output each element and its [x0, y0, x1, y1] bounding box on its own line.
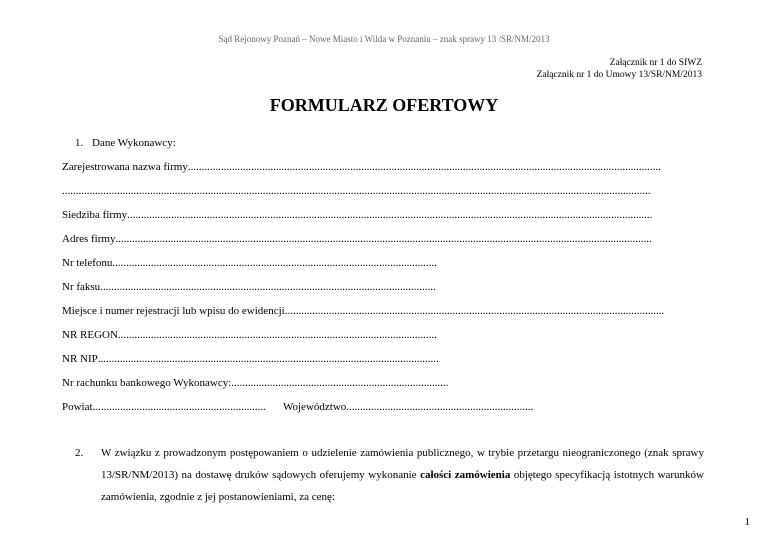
address-field[interactable] — [62, 233, 700, 245]
address-label: Adres firmy — [62, 233, 116, 245]
phone-label: Nr telefonu — [62, 257, 113, 269]
seat-field[interactable] — [62, 209, 700, 221]
registry-dots: .......................................................................................................................................... — [284, 305, 665, 317]
bank-account-dots: ............................................................................... — [231, 377, 449, 389]
page-number: 1 — [744, 516, 750, 528]
section-1-title: Dane Wykonawcy: — [92, 137, 176, 149]
company-name-continuation-field[interactable] — [62, 185, 704, 197]
regon-dots: .................................................................................................................... — [117, 329, 437, 341]
nip-label: NR NIP — [62, 353, 98, 365]
regon-field[interactable] — [62, 329, 468, 341]
section-1-heading — [75, 137, 176, 149]
company-name-field[interactable] — [62, 161, 704, 173]
section-2-number: 2. — [75, 447, 84, 459]
nip-dots: ............................................................................................................................ — [97, 353, 439, 365]
fax-dots: .......................................................................................................................... — [100, 281, 436, 293]
voivodeship-field[interactable] — [283, 401, 551, 413]
document-header: Sąd Rejonowy Poznań – Nowe Miasto i Wilda w Poznaniu – znak sprawy 13 /SR/NM/2013 — [218, 34, 550, 44]
section-1-number: 1. — [75, 137, 84, 149]
voivodeship-label: Województwo — [283, 401, 347, 413]
county-label: Powiat — [62, 401, 93, 413]
annex-contract: Załącznik nr 1 do Umowy 13/SR/NM/2013 — [536, 70, 702, 80]
section-2-paragraph — [75, 442, 704, 508]
company-name-label: Zarejestrowana nazwa firmy — [62, 161, 188, 173]
regon-label: NR REGON — [62, 329, 118, 341]
company-name-dots: ............................................................................................................................................................................ — [187, 161, 661, 173]
registry-label: Miejsce i numer rejestracji lub wpisu do ewidencji — [62, 305, 285, 317]
fax-label: Nr faksu — [62, 281, 101, 293]
section-2-text-end: objętego specyfikacją istotnych warunków zamówienia, zgodnie z jej postanowieniami, za cenę: — [101, 469, 705, 503]
section-2-text-bold: całości zamówienia — [420, 469, 511, 481]
address-dots: ................................................................................................................................................................................................... — [115, 233, 652, 245]
seat-dots: ............................................................................................................................................................................................... — [127, 209, 653, 221]
voivodeship-dots: .................................................................... — [346, 401, 534, 413]
county-dots: ............................................................... — [92, 401, 266, 413]
phone-dots: ...................................................................................................................... — [112, 257, 437, 269]
fax-field[interactable] — [62, 281, 466, 293]
nip-field[interactable] — [62, 353, 470, 365]
seat-label: Siedziba firmy — [62, 209, 128, 221]
bank-account-field[interactable] — [62, 377, 468, 389]
phone-field[interactable] — [62, 257, 466, 269]
section-2-text-start: W związku z prowadzonym postępowaniem o udzielenie zamówienia publicznego, w trybie przetargu nieograniczonego (znak sprawy 13/SR/NM/2013) na dostawę druków sądowych oferujemy wykonanie — [101, 447, 704, 481]
registry-field[interactable] — [62, 305, 700, 317]
county-field[interactable] — [62, 401, 283, 413]
bank-account-label: Nr rachunku bankowego Wykonawcy: — [62, 377, 232, 389]
annex-siwz: Załącznik nr 1 do SIWZ — [609, 58, 702, 68]
section-2-text — [101, 442, 704, 508]
form-title: FORMULARZ OFERTOWY — [269, 95, 499, 115]
continuation-dots: ...................................................................................................................................................................................................................... — [62, 185, 651, 197]
